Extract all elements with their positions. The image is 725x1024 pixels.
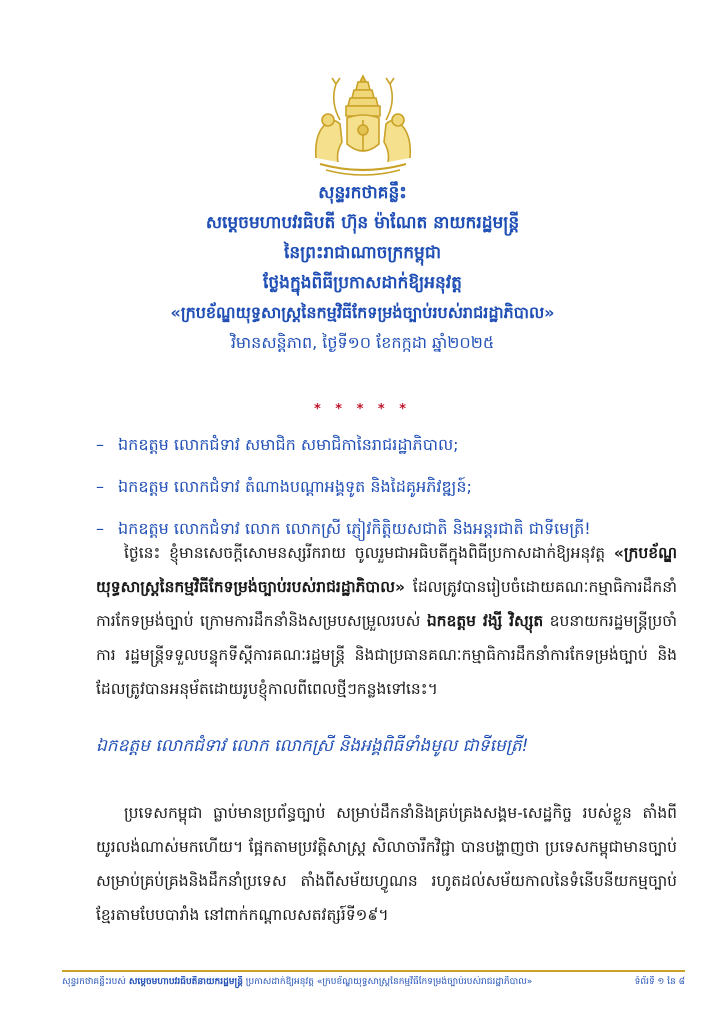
greeting-text: ឯកឧត្តម លោកជំទាវ សមាជិក សមាជិកានៃរាជរដ្ឋាភិបាល;	[118, 435, 459, 454]
kingdom-title: នៃព្រះរាជាណាចក្រកម្ពុជា	[283, 243, 442, 263]
framework-name-bold: «ក្របខ័ណ្ឌយុទ្ធសាស្ត្រនៃកម្មវិធីកែទម្រង់ច្បាប់របស់រាជរដ្ឋាភិបាល»	[96, 544, 677, 596]
paragraph-text: ថ្ងៃនេះ ខ្ញុំមានសេចក្តីសោមនស្សរីករាយ ចូលរួមជាអធិបតីក្នុងពិធីប្រកាសដាក់ឱ្យអនុវត្ត	[124, 544, 614, 562]
greeting-text: ឯកឧត្តម លោកជំទាវ លោក លោកស្រី ភ្ញៀវកិត្តិយសជាតិ និងអន្តរជាតិ ជាទីមេត្រី!	[118, 519, 591, 538]
greetings-list	[96, 426, 695, 552]
paragraph-text: ប្រទេសកម្ពុជា ធ្លាប់មានប្រព័ន្ធច្បាប់ សម្រាប់ដឹកនាំនិងគ្រប់គ្រងសង្គម-សេដ្ឋកិច្ច របស់ខ្លួន តាំងពីយូរលង់ណាស់មកហើយ។ ផ្អែកតាមប្រវត្តិសាស្ត្រ សិលាចារឹកវិជ្ជា បានបង្ហាញថា ប្រទេសកម្ពុជាមានច្បាប់សម្រាប់គ្រប់គ្រងនិងដឹកនាំប្រទេស តាំងពីសម័យហ្វូណន រហូតដល់សម័យកាលនៃទំនើបនីយកម្មច្បាប់ខ្មែរតាមបែបបារាំង នៅពាក់កណ្តាលសតវត្សរ៍ទី១៩។	[96, 804, 677, 924]
royal-arms-emblem-icon	[302, 72, 424, 180]
footer-prefix: សុន្ទរកថាគន្លឹះរបស់	[62, 977, 126, 987]
framework-title: «ក្របខ័ណ្ឌយុទ្ធសាស្ត្រនៃកម្មវិធីកែទម្រង់ច្បាប់របស់រាជរដ្ឋាភិបាល»	[170, 303, 555, 322]
opening-paragraph	[96, 536, 677, 706]
speech-title-block	[40, 178, 685, 358]
page-number: ទំព័រទី ១ នៃ ៨	[634, 977, 685, 987]
venue-date: វិមានសន្តិភាព, ថ្ងៃទី១០ ខែកក្កដា ឆ្នាំ២០២៥	[230, 333, 495, 352]
occasion-title: ថ្លែងក្នុងពិធីប្រកាសដាក់ឱ្យអនុវត្ត	[263, 273, 462, 293]
deputy-pm-name-bold: ឯកឧត្តម វង្សី វិស្សុត	[426, 612, 544, 630]
paragraph-text: ដែលត្រូវបានរៀបចំដោយគណៈកម្មាធិការដឹកនាំការកែទម្រង់ច្បាប់ ក្រោមការដឹកនាំនិងសម្របសម្រួលរបស់	[96, 578, 677, 630]
greeting-item	[96, 468, 695, 510]
history-paragraph	[96, 796, 677, 932]
footer-suffix: ប្រកាសដាក់ឱ្យអនុវត្ត «ក្របខ័ណ្ឌយុទ្ធសាស្ត្រនៃកម្មវិធីកែទម្រង់ច្បាប់របស់រាជរដ្ឋាភិបាល»	[245, 977, 533, 987]
page-footer	[62, 976, 685, 989]
greeting-item	[96, 426, 695, 468]
speech-type-title: សុន្ទរកថាគន្លឹះ	[318, 183, 407, 203]
dash-bullet: –	[96, 435, 104, 454]
greeting-text: ឯកឧត្តម លោកជំទាវ តំណាងបណ្តាអង្គទូត និងដៃគូអភិវឌ្ឍន៍;	[118, 477, 472, 496]
speaker-title: សម្តេចមហាបវរធិបតី ហ៊ុន ម៉ាណែត នាយករដ្ឋមន្ត្រី	[205, 213, 520, 233]
footer-speaker: សម្តេចមហាបវរធិបតីនាយករដ្ឋមន្ត្រី	[128, 977, 243, 987]
dash-bullet: –	[96, 477, 104, 496]
salutation-heading: ឯកឧត្តម លោកជំទាវ លោក លោកស្រី និងអង្គពិធីទាំងមូល ជាទីមេត្រី!	[96, 736, 529, 756]
separator-stars: * * * * *	[313, 402, 412, 417]
footer-divider	[62, 970, 685, 972]
dash-bullet: –	[96, 519, 104, 538]
paragraph-text: ឧបនាយករដ្ឋមន្ត្រីប្រចាំការ រដ្ឋមន្ត្រីទទួលបន្ទុកទីស្តីការគណៈរដ្ឋមន្ត្រី និងជាប្រធានគណៈកម្មាធិការដឹកនាំការកែទម្រង់ច្បាប់ និងដែលត្រូវបានអនុម័តដោយរូបខ្ញុំកាលពីពេលថ្មីៗកន្លងទៅនេះ។	[96, 612, 677, 698]
